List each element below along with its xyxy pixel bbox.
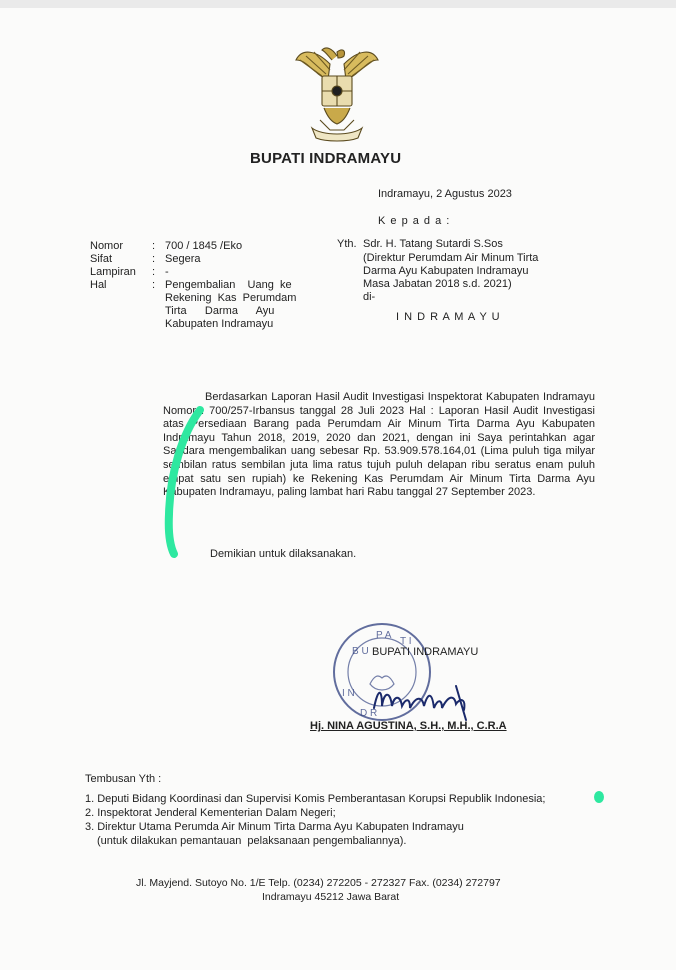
yth-label: Yth. <box>337 238 357 250</box>
field-value: - <box>165 266 169 278</box>
field-value: Pengembalian Uang ke <box>165 279 292 291</box>
closing-text: Demikian untuk dilaksanakan. <box>210 548 357 560</box>
signatory-name: Hj. NINA AGUSTINA, S.H., M.H., C.R.A <box>310 720 507 732</box>
signatory-position: BUPATI INDRAMAYU <box>372 646 479 658</box>
svg-text:P A: P A <box>376 630 392 641</box>
footer-city: Indramayu 45212 Jawa Barat <box>262 891 400 903</box>
highlighter-dot <box>591 788 607 804</box>
body-text: Berdasarkan Laporan Hasil Audit Investigasi Inspektorat Kabupaten Indramayu Nomor : 700/257-Irbansus tanggal 28 Juli 2023 Hal : Laporan Hasil Audit Investigasi atas Persediaan Barang pada Perumdam Air Minum Tirta Darma Ayu Kabupaten Indramayu Tahun 2018, 2019, 2020 dan 2021, dengan ini Saya perintahkan agar Saudara mengembalikan uang sebesar Rp. 53.909.578.164,01 (Lima puluh tiga milyar sembilan ratus sembilan juta lima ratus tujuh puluh delapan ribu seratus enam puluh empat satu sen rupiah) ke Rekening Kas Perumdam Air Minum Tirta Darma Ayu Kabupaten Indramayu, paling lambat hari Rabu tanggal 27 September 2023. <box>163 391 595 499</box>
field-label: Sifat <box>90 253 113 265</box>
letter-date: Indramayu, 2 Agustus 2023 <box>378 188 512 200</box>
field-colon: : <box>152 253 156 265</box>
kepada-label: K e p a d a : <box>378 215 451 227</box>
svg-text:I N: I N <box>342 688 355 699</box>
svg-text:D R: D R <box>360 708 378 719</box>
recipient-line: (Direktur Perumdam Air Minum Tirta <box>363 252 539 264</box>
hal-continuation: Rekening Kas Perumdam <box>165 292 297 304</box>
tembusan-item: 3. Direktur Utama Perumda Air Minum Tirta Darma Ayu Kabupaten Indramayu <box>85 821 464 833</box>
field-value: Segera <box>165 253 201 265</box>
svg-text:B U: B U <box>352 646 369 657</box>
tembusan-item: (untuk dilakukan pemantauan pelaksanaan pengembaliannya). <box>97 835 407 847</box>
recipient-line: di- <box>363 291 376 303</box>
hal-continuation: Tirta Darma Ayu <box>165 305 275 317</box>
field-value: 700 / 1845 /Eko <box>165 240 243 252</box>
recipient-place: I N D R A M A Y U <box>396 311 501 323</box>
garuda-pancasila-emblem-icon <box>292 38 382 142</box>
letter-page <box>0 8 676 970</box>
svg-text:T I: T I <box>400 636 412 647</box>
hal-continuation: Kabupaten Indramayu <box>165 318 274 330</box>
highlighter-stroke <box>160 404 210 560</box>
letterhead-title: BUPATI INDRAMAYU <box>250 150 402 167</box>
handwritten-signature <box>370 678 480 724</box>
field-colon: : <box>152 266 156 278</box>
recipient-name: Sdr. H. Tatang Sutardi S.Sos <box>363 238 503 250</box>
field-label: Lampiran <box>90 266 136 278</box>
recipient-line: Darma Ayu Kabupaten Indramayu <box>363 265 529 277</box>
recipient-line: Masa Jabatan 2018 s.d. 2021) <box>363 278 512 290</box>
field-label: Nomor <box>90 240 124 252</box>
field-label: Hal <box>90 279 107 291</box>
field-colon: : <box>152 279 156 291</box>
tembusan-heading: Tembusan Yth : <box>85 773 162 785</box>
tembusan-item: 2. Inspektorat Jenderal Kementerian Dalam Negeri; <box>85 807 336 819</box>
tembusan-item: 1. Deputi Bidang Koordinasi dan Supervisi Komis Pemberantasan Korupsi Republik Indonesia; <box>85 793 546 805</box>
footer-address: Jl. Mayjend. Sutoyo No. 1/E Telp. (0234) 272205 - 272327 Fax. (0234) 272797 <box>136 877 501 889</box>
field-colon: : <box>152 240 156 252</box>
body-paragraph <box>163 391 595 500</box>
